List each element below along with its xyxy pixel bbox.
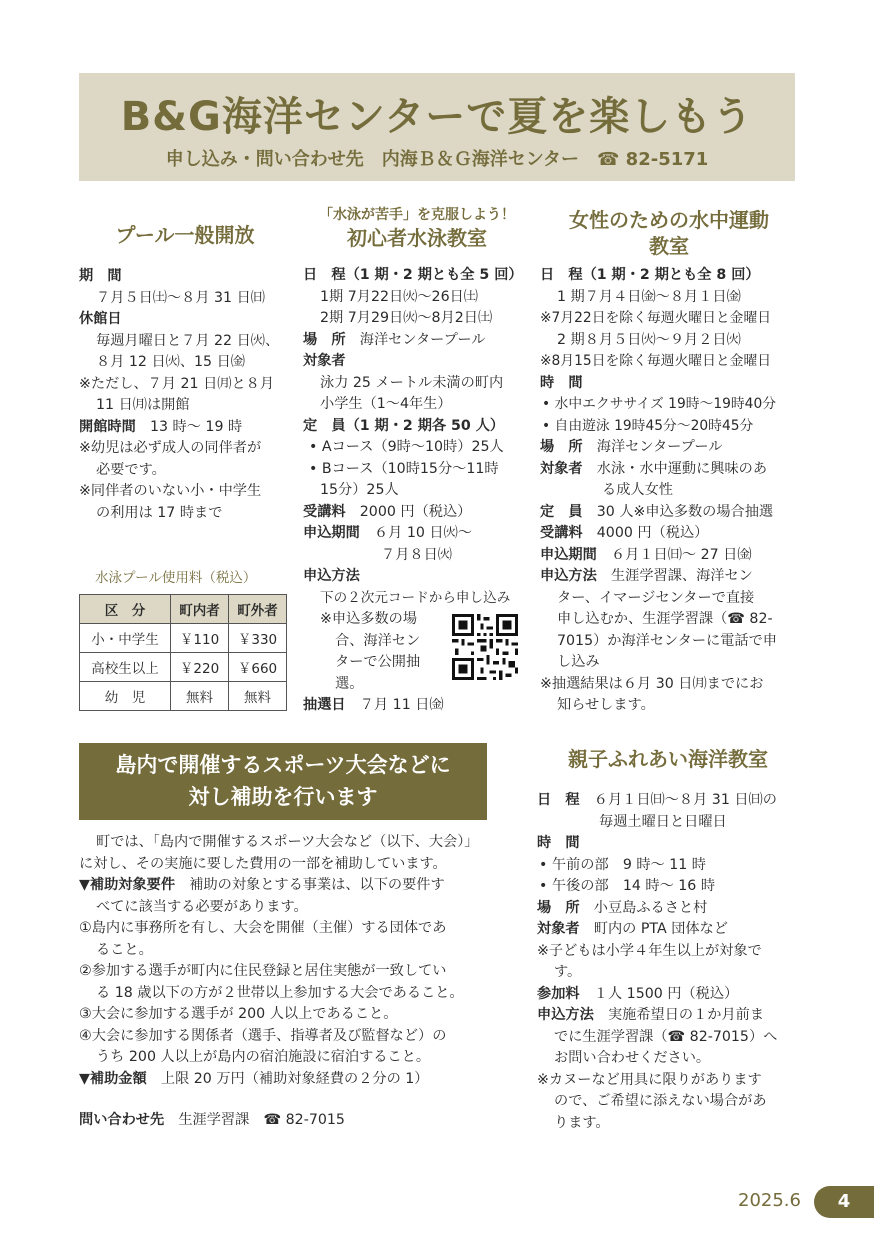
subsidy-contact-value: 生涯学習課 ☎ 82-7015 (178, 1112, 345, 1128)
swim-schedule: 1期 7月22日㈫～26日㈯ (320, 288, 478, 305)
women-apply-method-value: 7015）か海洋センターに電話で申 (557, 632, 777, 649)
fee-cell: 小・中学生 (80, 624, 171, 653)
fee-cell: ￥660 (229, 653, 287, 682)
fee-cell: ￥110 (171, 624, 229, 653)
swim-lottery (303, 695, 531, 717)
pool-period-label: 期 間 (79, 268, 122, 284)
swim-course: • Aコース（9時～10時）25人 (309, 439, 504, 455)
family-note: ります。 (554, 1114, 610, 1131)
women-time: • 自由遊泳 19時45分～20時45分 (542, 417, 754, 434)
swim-apply-method: 下の２次元コードから申し込み (320, 589, 511, 606)
subsidy-contact-label: 問い合わせ先 (79, 1112, 165, 1128)
swim-apply-note: 選。 (335, 675, 364, 692)
swim-schedule-label: 日 程（1 期・2 期とも全 5 回） (303, 267, 523, 283)
women-target (540, 459, 798, 481)
women-apply-method-value: 申し込むか、生涯学習課（☎ 82- (557, 611, 773, 627)
fee-cell: 無料 (171, 682, 229, 711)
women-schedule: ※8月15日を除く毎週火曜日と金曜日 (540, 353, 772, 369)
swim-course: 15分）25人 (320, 482, 399, 498)
subsidy-intro: に対し、その実施に要した費用の一部を補助しています。 (79, 855, 447, 872)
family-place-label: 場 所 (537, 899, 580, 916)
subsidy-amount-value: 上限 20 万円（補助対象経費の２分の 1） (160, 1070, 429, 1087)
women-apply-method-value: ター、イマージセンターで直接 (557, 589, 755, 606)
family-place (537, 898, 799, 920)
pool-closed-label: 休館日 (79, 311, 122, 327)
women-fee (540, 523, 798, 545)
family-time-label: 時 間 (537, 835, 580, 851)
family-target-label: 対象者 (537, 921, 580, 937)
family-target (537, 919, 799, 941)
women-apply-method-value: 生涯学習課、海洋セン (610, 568, 753, 584)
pool-note: ※ただし、７月 21 日㈪と８月 (79, 375, 275, 392)
women-apply-period-label: 申込期間 (540, 546, 597, 563)
table-row (80, 624, 287, 653)
subsidy-item: ①島内に事務所を有し、大会を開催（主催）する団体であ (79, 920, 447, 936)
pool-note: 11 日㈪は開館 (96, 397, 190, 413)
women-capacity-label: 定 員 (540, 503, 583, 520)
subsidy-req-text: 補助の対象とする事業は、以下の要件す (189, 877, 445, 893)
swim-place (303, 330, 531, 352)
pool-section (79, 222, 291, 524)
women-place-label: 場 所 (540, 439, 583, 455)
swim-lottery-value: ７月 11 日㈮ (359, 697, 444, 713)
fee-cell: 高校生以上 (80, 653, 171, 682)
subsidy-contact (79, 1110, 499, 1132)
women-section (540, 207, 798, 717)
swim-apply-method-label: 申込方法 (303, 568, 360, 584)
fee-caption: 水泳プール使用料（税込） (95, 570, 257, 586)
fee-cell: 無料 (229, 682, 287, 711)
page-number: 4 (814, 1186, 874, 1218)
fee-table (79, 594, 287, 711)
pool-note: 必要です。 (96, 461, 166, 478)
pool-title: プール一般開放 (115, 223, 255, 247)
pool-period: ７月５日㈯～８月 31 日㈰ (96, 289, 265, 306)
family-note: ※カヌーなど用具に限りがあります (537, 1071, 762, 1088)
family-schedule-value: 毎週土曜日と日曜日 (599, 813, 727, 830)
women-apply-method-label: 申込方法 (540, 568, 597, 584)
swim-capacity-label: 定 員（1 期・2 期各 50 人） (303, 417, 505, 434)
women-apply-method (540, 566, 798, 588)
subsidy-item: ④大会に参加する関係者（選手、指導者及び監督など）の (79, 1027, 447, 1044)
subsidy-intro: 町では、「島内で開催するスポーツ大会など（以下、大会）」 (96, 834, 479, 850)
women-place (540, 437, 798, 459)
women-title: 女性のための水中運動 (569, 208, 769, 232)
swim-schedule: 2期 7月29日㈫～8月2日㈯ (320, 310, 493, 326)
pool-note: の利用は 17 時まで (96, 504, 223, 521)
swim-apply-period-value: ６月 10 日㈫～ (373, 525, 472, 541)
women-apply-method-value: し込み (557, 654, 600, 670)
subsidy-title: 島内で開催するスポーツ大会などに (115, 753, 451, 777)
subsidy-req-label: ▼補助対象要件 (79, 877, 176, 893)
subsidy-item: うち 200 人以上が島内の宿泊施設に宿泊すること。 (96, 1049, 431, 1065)
subsidy-requirements (79, 875, 499, 897)
women-fee-label: 受講料 (540, 525, 583, 541)
women-time: • 水中エクササイズ 19時～19時40分 (542, 396, 777, 412)
family-target-value: 町内の PTA 団体など (593, 921, 728, 937)
family-note: ※子どもは小学４年生以上が対象で (537, 942, 762, 959)
women-time-label: 時 間 (540, 374, 583, 391)
page-title: B&G海洋センターで夏を楽しもう (120, 94, 754, 140)
subsidy-item: ③大会に参加する選手が 200 人以上であること。 (79, 1006, 398, 1022)
women-target-value: 水泳・水中運動に興味のあ (596, 460, 768, 477)
header-banner (79, 73, 795, 181)
family-section (537, 746, 799, 1134)
women-note: ※抽選結果は６月 30 日㈪までにお (540, 675, 764, 692)
swim-apply-period-value: ７月８日㈫ (381, 546, 452, 563)
fee-header: 町外者 (229, 595, 287, 624)
women-schedule: 2 期８月５日㈫～９月２日㈫ (557, 331, 741, 348)
family-note: す。 (554, 964, 582, 980)
swim-apply-note: ※申込多数の場 (320, 611, 418, 627)
fee-cell: ￥220 (171, 653, 229, 682)
subsidy-amount (79, 1069, 499, 1091)
swim-subtitle: 「水泳が苦手」を克服しよう！ (319, 207, 515, 223)
swim-apply-note: 合、海洋セン (335, 632, 421, 649)
pool-note: ※同伴者のいない小・中学生 (79, 483, 262, 499)
swim-fee (303, 502, 531, 524)
family-place-value: 小豆島ふるさと村 (593, 899, 708, 916)
swim-place-label: 場 所 (303, 331, 346, 348)
women-schedule: ※7月22日を除く毎週火曜日と金曜日 (540, 310, 772, 326)
family-time: • 午前の部 9 時～ 11 時 (539, 856, 706, 873)
swim-title: 初心者水泳教室 (347, 226, 487, 250)
women-schedule-label: 日 程（1 期・2 期とも全 8 回） (540, 267, 760, 283)
qr-code[interactable] (452, 614, 518, 680)
family-apply-label: 申込方法 (537, 1007, 594, 1023)
swim-target: 小学生（1～4年生） (320, 396, 452, 412)
subsidy-section (79, 832, 499, 1132)
pool-closed-line: ８月 12 日㈫、15 日㈮ (96, 354, 245, 370)
subsidy-item: ること。 (96, 941, 153, 958)
subsidy-item: ②参加する選手が町内に住民登録と居住実態が一致してい (79, 963, 447, 979)
subsidy-item: る 18 歳以下の方が２世帯以上参加する大会であること。 (96, 984, 464, 1001)
table-row (80, 682, 287, 711)
swim-apply-note: ターで公開抽 (335, 654, 421, 670)
issue-date: 2025.6 (738, 1190, 801, 1211)
family-apply-value: お問い合わせください。 (554, 1050, 711, 1066)
pool-hours (79, 417, 291, 439)
women-note: 知らせします。 (557, 697, 655, 713)
swim-fee-value: 2000 円（税込） (359, 503, 472, 520)
swim-target-label: 対象者 (303, 353, 346, 369)
swim-target: 泳力 25 メートル未満の町内 (320, 374, 504, 391)
swim-fee-label: 受講料 (303, 503, 346, 520)
subsidy-title-box (79, 743, 487, 820)
fee-header: 町内者 (171, 595, 229, 624)
family-fee-label: 参加料 (537, 985, 580, 1002)
pool-hours-value: 13 時～ 19 時 (149, 418, 243, 435)
women-apply-period (540, 545, 798, 567)
family-apply (537, 1005, 799, 1027)
women-capacity-value: 30 人※申込多数の場合抽選 (596, 503, 774, 520)
fee-header: 区 分 (80, 595, 171, 624)
women-apply-period-value: ６月１日㈰～ 27 日㈮ (610, 546, 752, 563)
swim-course: • Bコース（10時15分～11時 (309, 460, 499, 477)
family-schedule-label: 日 程 (537, 792, 580, 808)
women-target-value: る成人女性 (602, 482, 673, 498)
banner-contact: 申し込み・問い合わせ先 内海Ｂ＆Ｇ海洋センター ☎ 82-5171 (165, 149, 709, 170)
family-fee (537, 984, 799, 1006)
women-capacity (540, 502, 798, 524)
family-apply-value: でに生涯学習課（☎ 82-7015）へ (554, 1028, 778, 1045)
pool-hours-label: 開館時間 (79, 418, 136, 435)
subsidy-title: 対し補助を行います (188, 785, 378, 809)
subsidy-req-text: べてに該当する必要があります。 (96, 898, 308, 915)
women-fee-value: 4000 円（税込） (596, 525, 709, 541)
fee-table-header (80, 595, 287, 624)
swim-lottery-label: 抽選日 (303, 697, 346, 713)
women-place-value: 海洋センタープール (596, 439, 723, 455)
family-apply-value: 実施希望日の１か月前ま (607, 1007, 765, 1023)
swim-apply-period (303, 523, 531, 545)
family-time: • 午後の部 14 時～ 16 時 (539, 878, 716, 894)
family-note: ので、ご希望に添えない場合があ (554, 1093, 767, 1109)
fee-cell: 幼 児 (80, 682, 171, 711)
fee-cell: ￥330 (229, 624, 287, 653)
swim-place-value: 海洋センタープール (359, 331, 486, 348)
family-fee-value: １人 1500 円（税込） (593, 985, 739, 1002)
pool-note: ※幼児は必ず成人の同伴者が (79, 440, 262, 456)
family-schedule-value: ６月１日㈰～８月 31 日㈰の (593, 792, 777, 808)
pool-closed-line: 毎週月曜日と７月 22 日㈫、 (96, 332, 280, 349)
subsidy-amount-label: ▼補助金額 (79, 1070, 147, 1087)
women-schedule: 1 期７月４日㈮～８月１日㈮ (557, 288, 741, 305)
family-title: 親子ふれあい海洋教室 (568, 747, 768, 771)
table-row (80, 653, 287, 682)
family-schedule (537, 790, 799, 812)
women-target-label: 対象者 (540, 460, 583, 477)
women-title: 教室 (649, 234, 689, 258)
swim-apply-period-label: 申込期間 (303, 525, 360, 541)
